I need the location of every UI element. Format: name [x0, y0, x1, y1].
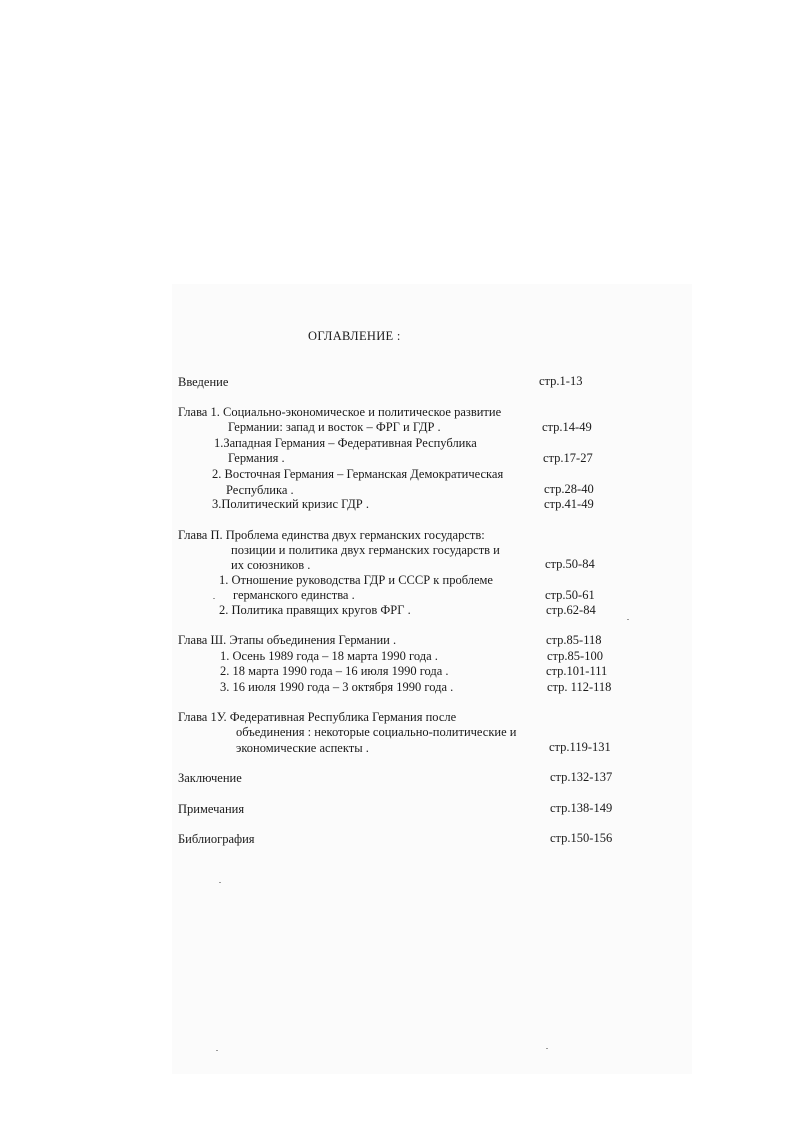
toc-ch2-s2-line1: 2. Политика правящих кругов ФРГ . [219, 603, 411, 617]
toc-ch2-line1: Глава П. Проблема единства двух германских государств: [178, 528, 485, 542]
toc-ch4-line2: объединения : некоторые социально-политические и [236, 725, 517, 739]
toc-ch3-s3-line1: 3. 16 июля 1990 года – 3 октября 1990 года . [220, 680, 454, 694]
toc-ch1-s1-line1: 1.Западная Германия – Федеративная Республика [214, 436, 477, 450]
toc-ch2-pages: стр.50-84 [545, 557, 595, 571]
toc-ch4-line1: Глава 1У. Федеративная Республика Германия после [178, 710, 457, 724]
toc-notes-pages: стр.138-149 [550, 801, 613, 815]
toc-conclusion-label: Заключение [178, 771, 242, 785]
toc-ch1-s2-pages: стр.28-40 [544, 482, 594, 496]
toc-ch1-line1: Глава 1. Социально-экономическое и политическое развитие [178, 405, 502, 419]
toc-ch4-pages: стр.119-131 [549, 740, 611, 754]
scan-speck [216, 1050, 218, 1051]
scan-speck [219, 882, 221, 883]
scanned-page-area [172, 284, 692, 1074]
toc-bibliography-label: Библиография [178, 832, 255, 846]
scan-speck [546, 1048, 548, 1049]
toc-intro-pages: стр.1-13 [539, 374, 583, 388]
toc-ch1-s3-line1: 3.Политический кризис ГДР . [212, 497, 370, 511]
toc-ch2-s1-pages: стр.50-61 [545, 588, 595, 602]
toc-ch1-line2: Германии: запад и восток – ФРГ и ГДР . [228, 420, 441, 434]
toc-ch1-s1-pages: стр.17-27 [543, 451, 593, 465]
toc-ch2-line3: их союзников . [231, 558, 311, 572]
toc-ch3-line1: Глава Ш. Этапы объединения Германии . [178, 633, 397, 647]
toc-ch3-s1-line1: 1. Осень 1989 года – 18 марта 1990 года . [220, 649, 438, 663]
toc-ch3-s1-pages: стр.85-100 [547, 649, 603, 663]
toc-ch1-pages: стр.14-49 [542, 420, 592, 434]
toc-ch3-s3-pages: стр. 112-118 [547, 680, 612, 694]
toc-ch1-s2-line2: Республика . [226, 483, 294, 497]
toc-intro-label: Введение [178, 375, 229, 389]
toc-ch4-line3: экономические аспекты . [236, 741, 369, 755]
toc-ch1-s2-line1: 2. Восточная Германия – Германская Демократическая [212, 467, 504, 481]
toc-ch2-s1-line2: германского единства . [233, 588, 355, 602]
toc-notes-label: Примечания [178, 802, 245, 816]
toc-ch1-s3-pages: стр.41-49 [544, 497, 594, 511]
toc-ch3-s2-line1: 2. 18 марта 1990 года – 16 июля 1990 года . [220, 664, 449, 678]
scan-speck [213, 598, 215, 599]
toc-title: ОГЛАВЛЕНИЕ : [308, 329, 401, 343]
toc-ch3-s2-pages: стр.101-111 [546, 664, 608, 678]
toc-ch2-s1-line1: 1. Отношение руководства ГДР и СССР к проблеме [219, 573, 493, 587]
toc-ch2-line2: позиции и политика двух германских государств и [231, 543, 500, 557]
toc-conclusion-pages: стр.132-137 [550, 770, 613, 784]
toc-ch2-s2-pages: стр.62-84 [546, 603, 596, 617]
toc-ch1-s1-line2: Германия . [228, 451, 285, 465]
toc-ch3-pages: стр.85-118 [546, 633, 602, 647]
scan-speck [627, 619, 629, 620]
toc-bibliography-pages: стр.150-156 [550, 831, 613, 845]
